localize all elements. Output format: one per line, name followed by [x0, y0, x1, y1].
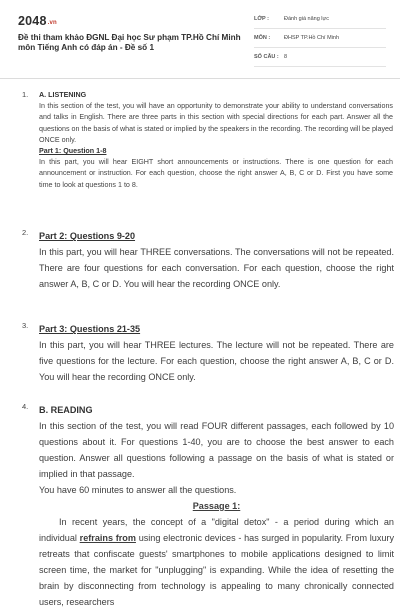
section-intro: In this section of the test, you will have an opportunity to demonstrate your ability to understand conversations and talks in English. There are three parts in this section with special directions for each part. Answer all the questions on the basis of what is stated or implied by the speakers in the recording. The recording will be played ONCE only.	[39, 102, 393, 144]
question-body	[39, 90, 393, 191]
meta-label: MÔN :	[254, 35, 271, 41]
question-number: 4.	[22, 402, 29, 411]
question-body	[39, 321, 394, 385]
meta-row-class	[254, 14, 386, 29]
meta-label: SỐ CÂU :	[254, 54, 279, 60]
meta-row-subject	[254, 33, 386, 48]
meta-value: ĐHSP TP.Hồ Chí Minh	[284, 35, 340, 41]
document-meta	[254, 14, 386, 71]
meta-value: 8	[284, 54, 288, 60]
section-heading: A. LISTENING	[39, 91, 87, 99]
question-number: 2.	[22, 228, 29, 237]
logo-tld: .vn	[47, 20, 57, 26]
logo-main: 2048	[18, 14, 47, 28]
passage-text-part: In recent years, the concept of a "digital detox" - a period during which an individual	[39, 517, 394, 543]
header-divider	[0, 78, 400, 79]
time-note: You have 60 minutes to answer all the questions.	[39, 485, 237, 495]
question-body	[39, 402, 394, 610]
section-heading: B. READING	[39, 405, 93, 415]
part-instructions: In this part, you will hear EIGHT short announcements or instructions. There is one question for each announcement or instruction. For each question, choose the right answer A, B, C or D. First you have some time to look at questions 1 to 8.	[39, 158, 393, 189]
meta-label: LỚP :	[254, 16, 269, 22]
passage-keyword: refrains from	[79, 533, 136, 543]
passage-text-part: using electronic devices - has surged in popularity. From luxury retreats that confiscate guests' smartphones to mobile applications designed to limit screen time, the market for "unplugging" is expanding. While the idea of resetting the brain by disconnecting from technology is appealing to many chronically connected users, researchers	[39, 533, 395, 607]
part-instructions: In this part, you will hear THREE lectures. The lecture will not be repeated. There are five questions for the lecture. For each question, choose the right answer A, B, C or D. You will hear the recording ONCE only.	[39, 340, 394, 382]
meta-value: Đánh giá năng lực	[284, 16, 329, 22]
part-instructions: In this part, you will hear THREE conversations. The conversations will not be repeated. There are four questions for each conversation. For each question, choose the right answer A, B, C or D. You will hear the recording ONCE only.	[39, 247, 394, 289]
document-header	[18, 14, 386, 78]
part-heading: Part 2: Questions 9-20	[39, 231, 136, 241]
site-logo[interactable]	[18, 14, 57, 28]
part-heading: Part 3: Questions 21-35	[39, 324, 141, 334]
document-title: Đề thi tham khảo ĐGNL Đại học Sư phạm TP.Hồ Chí Minh môn Tiếng Anh có đáp án - Đề số 1	[18, 33, 241, 52]
question-body	[39, 228, 394, 292]
passage-title: Passage 1:	[192, 501, 241, 511]
meta-row-count	[254, 52, 386, 67]
question-number: 3.	[22, 321, 29, 330]
section-intro: In this section of the test, you will read FOUR different passages, each followed by 10 questions about it. For questions 1-40, you are to choose the best answer to each question. Answer all questions following a passage on the basis of what is stated or implied in that passage.	[39, 421, 394, 479]
passage-text	[39, 514, 394, 610]
question-number: 1.	[22, 90, 29, 99]
part-heading: Part 1: Question 1-8	[39, 147, 107, 156]
